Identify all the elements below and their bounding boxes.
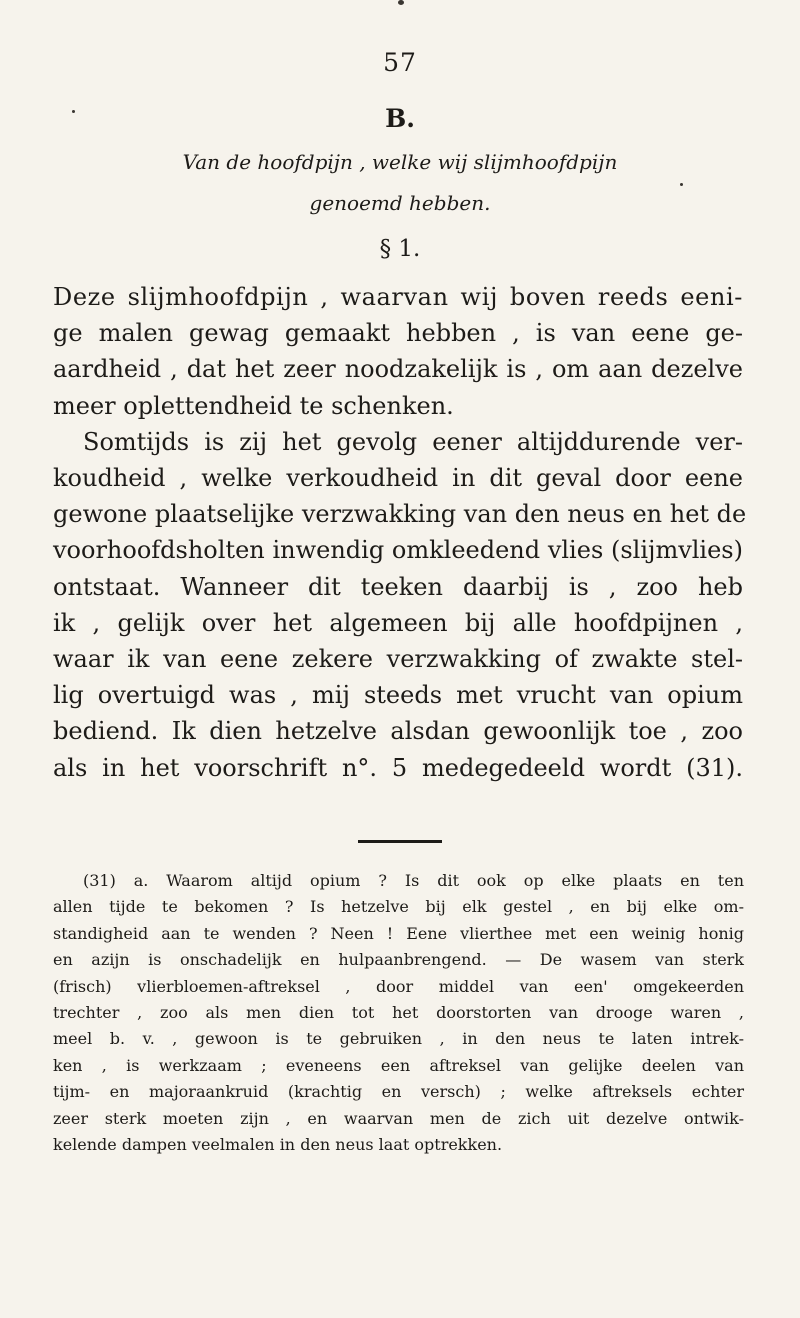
footnote-line: standigheid aan te wenden ? Neen ! Eene vlierthee met een weinig honig [53, 923, 744, 943]
ink-speck [398, 0, 404, 5]
footnote [53, 868, 744, 1158]
body-line: voorhoofdsholten inwendig omkleedend vlies (slijmvlies) [53, 536, 743, 565]
footnote-line: (31) a. Waarom altijd opium ? Is dit ook op elke plaats en ten [83, 871, 744, 890]
body-line: gewone plaatselijke verzwakking van den neus en het de [53, 500, 747, 529]
footnote-line: trechter , zoo als men dien tot het doorstorten van drooge waren , [53, 1003, 744, 1023]
body-line: Somtijds is zij het gevolg eener altijddurende ver- [83, 427, 743, 456]
body-line: koudheid , welke verkoudheid in dit geval door eene [53, 464, 743, 493]
footnote-line: kelende dampen veelmalen in den neus laat optrekken. [53, 1135, 503, 1155]
body-line: ik , gelijk over het algemeen bij alle hoofdpijnen , [53, 608, 743, 637]
body-line: aardheid , dat het zeer noodzakelijk is , om aan dezelve [53, 355, 743, 384]
body-line: ontstaat. Wanneer dit teeken daarbij is , zoo heb [53, 572, 743, 601]
body-line: meer oplettendheid te schenken. [53, 391, 454, 420]
ink-speck [680, 183, 683, 186]
footnote-line: allen tijde te bekomen ? Is hetzelve bij elk gestel , en bij elke om- [53, 897, 744, 917]
section-heading: B. [385, 104, 415, 133]
body-line: ge malen gewag gemaakt hebben , is van eene ge- [53, 319, 743, 348]
footnote-divider [358, 840, 442, 843]
body-line: als in het voorschrift n°. 5 medegedeeld wordt (31). [53, 753, 743, 782]
body-line: bediend. Ik dien hetzelve alsdan gewoonlijk toe , zoo [53, 717, 743, 746]
footnote-line: ken , is werkzaam ; eveneens een aftreksel van gelijke deelen van [53, 1055, 744, 1075]
section-subtitle-line: genoemd hebben. [309, 191, 491, 215]
paragraph-number: § 1. [379, 236, 421, 262]
footnote-line: meel b. v. , gewoon is te gebruiken , in den neus te laten intrek- [53, 1029, 744, 1049]
footnote-line: en azijn is onschadelijk en hulpaanbrengend. — De wasem van sterk [53, 950, 744, 970]
footnote-line: zeer sterk moeten zijn , en waarvan men de zich uit dezelve ontwik- [53, 1108, 744, 1128]
footnote-line: tijm- en majoraankruid (krachtig en versch) ; welke aftreksels echter [53, 1082, 744, 1102]
body-line: Deze slijmhoofdpijn , waarvan wij boven reeds eeni- [53, 283, 743, 311]
footnote-line: (frisch) vlierbloemen-aftreksel , door middel van een' omgekeerden [53, 976, 744, 996]
page-number: 57 [383, 48, 417, 77]
section-subtitle-line: Van de hoofdpijn , welke wij slijmhoofdpijn [182, 150, 618, 174]
body-line: waar ik van eene zekere verzwakking of zwakte stel- [53, 645, 743, 674]
body-text [53, 279, 747, 786]
body-line: lig overtuigd was , mij steeds met vrucht van opium [53, 681, 743, 710]
